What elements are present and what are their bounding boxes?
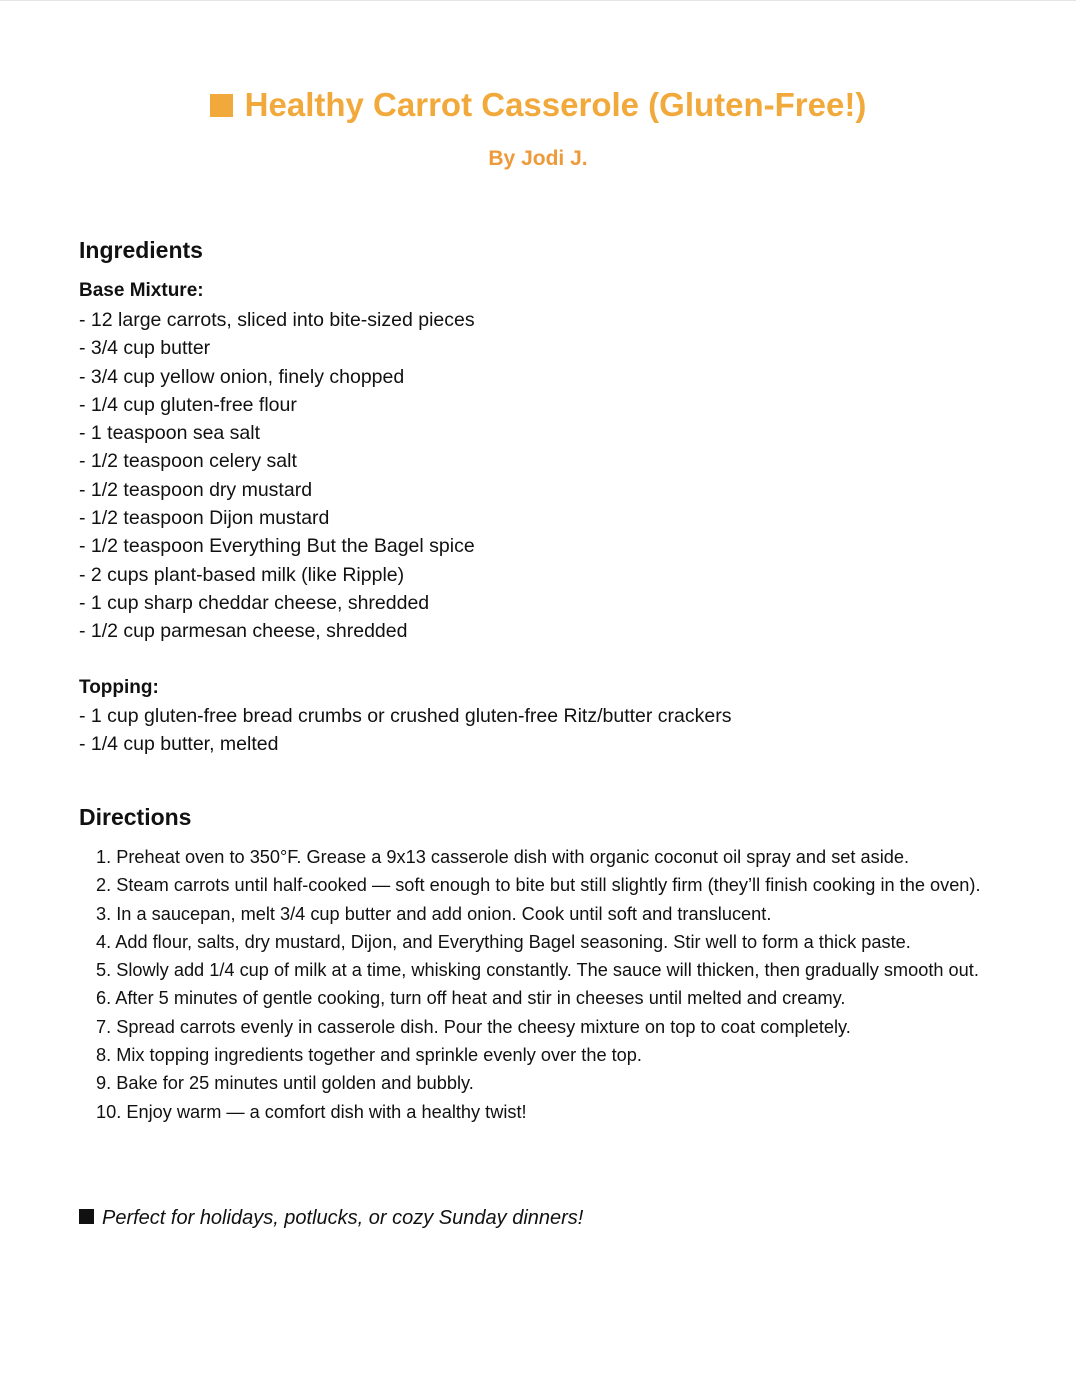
ingredient-item: - 1/2 teaspoon Dijon mustard	[79, 507, 330, 530]
footer-note	[79, 1204, 583, 1232]
direction-step: 7. Spread carrots evenly in casserole dish. Pour the cheesy mixture on top to coat completely.	[96, 1016, 851, 1037]
ingredient-item: - 1/2 teaspoon Everything But the Bagel spice	[79, 535, 475, 558]
directions-list	[96, 843, 996, 1126]
direction-step: 9. Bake for 25 minutes until golden and bubbly.	[96, 1073, 474, 1094]
direction-step: 8. Mix topping ingredients together and sprinkle evenly over the top.	[96, 1045, 642, 1066]
footer-note-text: Perfect for holidays, potlucks, or cozy Sunday dinners!	[102, 1207, 584, 1229]
topping-item: - 1 cup gluten-free bread crumbs or crushed gluten-free Ritz/butter crackers	[79, 705, 732, 727]
topping-list	[79, 702, 731, 759]
direction-step: 1. Preheat oven to 350°F. Grease a 9x13 casserole dish with organic coconut oil spray and set aside.	[96, 847, 910, 867]
ingredient-item: - 3/4 cup yellow onion, finely chopped	[79, 365, 405, 388]
direction-step: 4. Add flour, salts, dry mustard, Dijon, and Everything Bagel seasoning. Stir well to form a thick paste.	[96, 931, 911, 952]
ingredient-item: - 3/4 cup butter	[79, 337, 211, 360]
black-square-icon	[79, 1209, 94, 1224]
ingredients-heading: Ingredients	[79, 237, 203, 263]
author-byline: By Jodi J.	[488, 147, 588, 170]
ingredient-item: - 1 teaspoon sea salt	[79, 422, 261, 445]
directions-heading: Directions	[79, 804, 192, 830]
topping-item: - 1/4 cup butter, melted	[79, 733, 279, 756]
direction-step: 2. Steam carrots until half-cooked — soft enough to bite but still slightly firm (they’ll finish cooking in the oven).	[96, 875, 981, 896]
direction-step: 3. In a saucepan, melt 3/4 cup butter and add onion. Cook until soft and translucent.	[96, 903, 772, 924]
ingredient-item: - 1/2 teaspoon dry mustard	[79, 478, 313, 501]
ingredient-item: - 1/4 cup gluten-free flour	[79, 393, 297, 416]
direction-step: 6. After 5 minutes of gentle cooking, turn off heat and stir in cheeses until melted and creamy.	[96, 988, 846, 1009]
ingredient-item: - 1/2 cup parmesan cheese, shredded	[79, 620, 408, 643]
orange-square-icon	[210, 94, 233, 117]
direction-step: 10. Enjoy warm — a comfort dish with a healthy twist!	[96, 1101, 527, 1122]
ingredient-item: - 1 cup sharp cheddar cheese, shredded	[79, 591, 430, 614]
topping-heading: Topping:	[79, 677, 159, 698]
ingredient-item: - 2 cups plant-based milk (like Ripple)	[79, 563, 405, 586]
direction-step: 5. Slowly add 1/4 cup of milk at a time, whisking constantly. The sauce will thicken, then gradually smooth out.	[96, 960, 979, 981]
recipe-title-text: Healthy Carrot Casserole (Gluten-Free!)	[244, 86, 867, 123]
base-mixture-list	[79, 306, 475, 646]
recipe-title	[0, 85, 1076, 125]
ingredient-item: - 1/2 teaspoon celery salt	[79, 450, 297, 473]
ingredient-item: - 12 large carrots, sliced into bite-sized pieces	[79, 309, 475, 331]
base-mixture-heading: Base Mixture:	[79, 280, 204, 301]
